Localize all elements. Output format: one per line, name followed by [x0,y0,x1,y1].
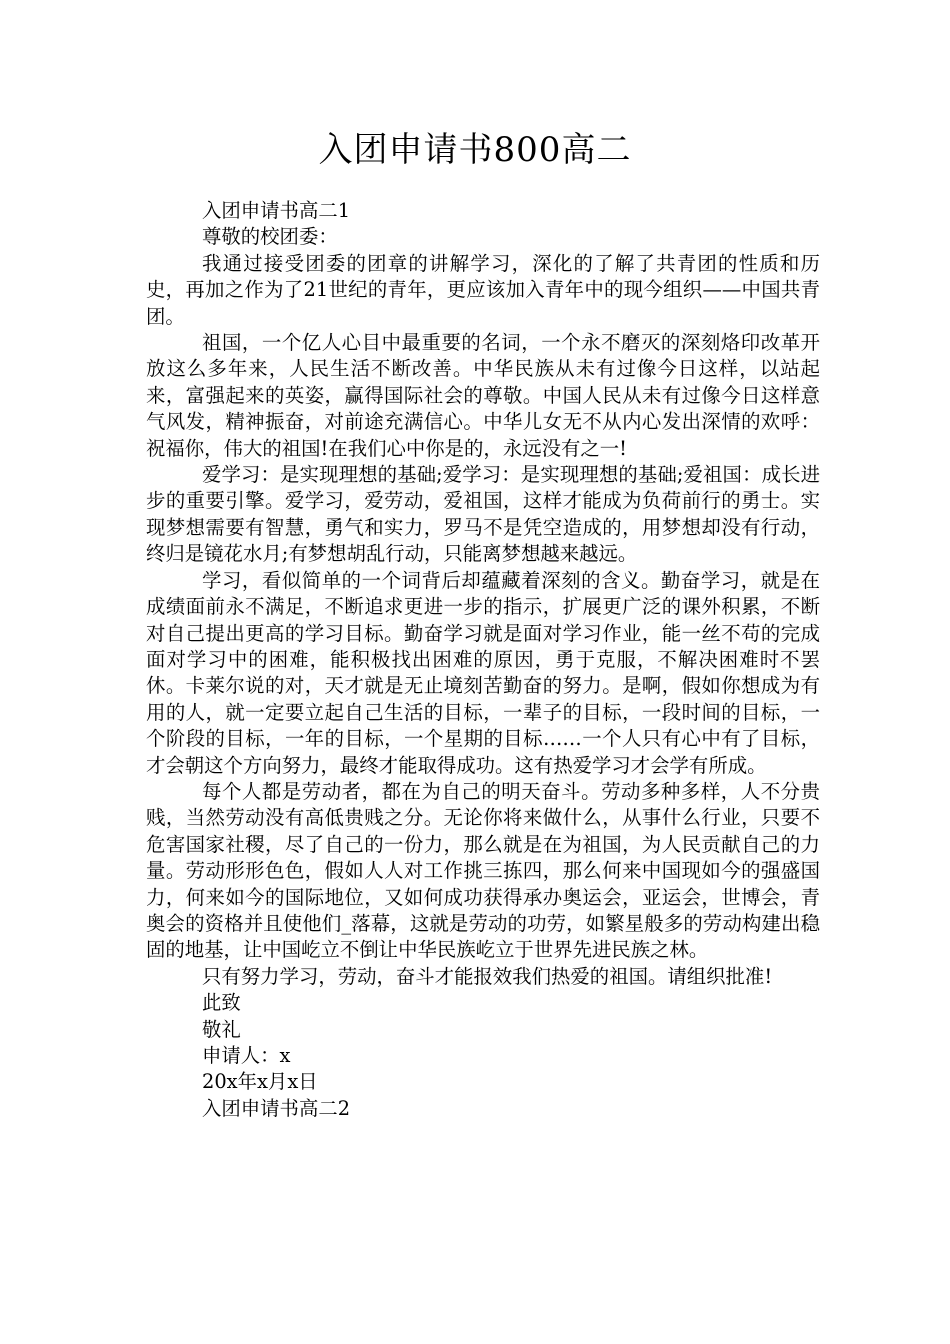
section-heading-1: 入团申请书高二1 [202,199,351,222]
paragraph-1: 我通过接受团委的团章的讲解学习，深化的了解了共青团的性质和历史，再加之作为了21世纪的青年，更应该加入青年中的现今组织——中国共青团。 [146,251,820,328]
paragraph-5: 每个人都是劳动者，都在为自己的明天奋斗。劳动多种多样，人不分贵贱，当然劳动没有高低贵贱之分。无论你将来做什么，从事什么行业，只要不危害国家社稷，尽了自己的一份力，那么就是在为祖国，为人民贡献自己的力量。劳动形形色色，假如人人对工作挑三拣四，那么何来中国现如今的强盛国力，何来如今的国际地位，又如何成功获得承办奥运会，亚运会，世博会，青奥会的资格并且使他们_落幕，这就是劳动的功劳，如繁星般多的劳动构建出稳固的地基，让中国屹立不倒让中华民族屹立于世界先进民族之林。 [146,779,820,962]
paragraph-3: 爱学习：是实现理想的基础;爱学习：是实现理想的基础;爱祖国：成长进步的重要引擎。爱学习，爱劳动，爱祖国，这样才能成为负荷前行的勇士。实现梦想需要有智慧，勇气和实力，罗马不是凭空造成的，用梦想却没有行动，终归是镜花水月;有梦想胡乱行动，只能离梦想越来越远。 [146,463,820,566]
paragraph-4: 学习，看似简单的一个词背后却蕴藏着深刻的含义。勤奋学习，就是在成绩面前永不满足，不断追求更进一步的指示，扩展更广泛的课外积累，不断对自己提出更高的学习目标。勤奋学习就是面对学习作业，能一丝不苟的完成面对学习中的困难，能积极找出困难的原因，勇于克服，不解决困难时不罢休。卡莱尔说的对，天才就是无止境刻苦勤奋的努力。是啊，假如你想成为有用的人，就一定要立起自己生活的目标，一辈子的目标，一段时间的目标，一个阶段的目标，一年的目标，一个星期的目标……一个人只有心中有了目标，才会朝这个方向努力，最终才能取得成功。这有热爱学习才会学有所成。 [146,568,820,777]
section-heading-2: 入团申请书高二2 [202,1096,351,1120]
paragraph-6: 只有努力学习，劳动，奋斗才能报效我们热爱的祖国。请组织批准! [202,964,773,988]
date-line: 20x年x月x日 [202,1070,318,1094]
salutation: 尊敬的校团委： [202,225,338,249]
paragraph-2: 祖国，一个亿人心目中最重要的名词，一个永不磨灭的深刻烙印改革开放这么多年来，人民生活不断改善。中华民族从未有过像今日这样，以站起来，富强起来的英姿，赢得国际社会的尊敬。中国人民从未有过像今日这样意气风发，精神振奋，对前途充满信心。中华儿女无不从内心发出深情的欢呼：祝福你，伟大的祖国!在我们心中你是的，永远没有之一! [146,331,820,460]
document-body [146,198,820,1122]
closing-cizhi: 此致 [202,991,241,1015]
document-title: 入团申请书800高二 [318,130,632,170]
applicant-line: 申请人：x [202,1044,291,1067]
closing-jingli: 敬礼 [202,1017,241,1041]
